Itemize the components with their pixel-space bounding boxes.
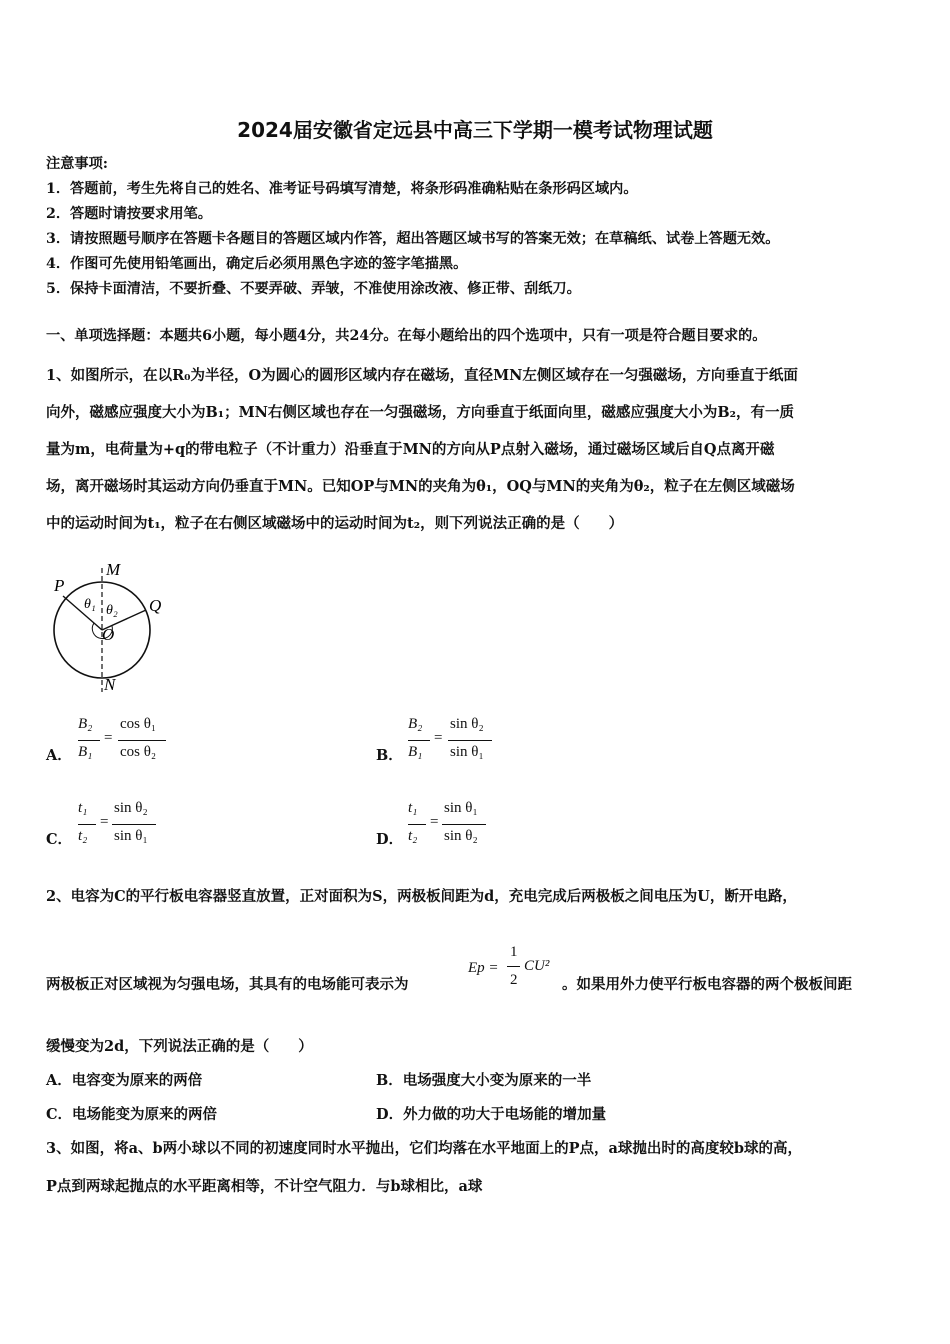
note-item: 1．答题前，考生先将自己的姓名、准考证号码填写清楚，将条形码准确粘贴在条形码区域内。 [46,181,638,197]
notes-section [46,152,779,302]
option-label: A． [46,747,72,764]
q1-text-line: 中的运动时间为t₁，粒子在右侧区域磁场中的运动时间为t₂，则下列说法正确的是（ ） [46,515,624,532]
label-q: Q [149,596,162,615]
note-item: 4．作图可先使用铅笔画出，确定后必须用黑色字迹的签字笔描黑。 [46,256,468,272]
label-m: M [106,560,121,579]
q2-text-line: 2、电容为C的平行板电容器竖直放置，正对面积为S，两极板间距为d，充电完成后两极板之间电压为U，断开电路， [46,888,797,905]
q1-text-line: 量为m，电荷量为+q的带电粒子（不计重力）沿垂直于MN的方向从P点射入磁场，通过磁场区域后自Q点离开磁 [46,441,775,458]
formula-denominator: 2 [510,972,518,988]
label-o: O [102,625,115,644]
frac-denominator: B₁ [408,744,423,760]
label-n: N [104,675,116,694]
frac-denominator: cos θ₂ [120,744,157,760]
q1-text-line: 场，离开磁场时其运动方向仍垂直于MN。已知OP与MN的夹角为θ₁，OQ与MN的夹角为θ₂，粒子在左侧区域磁场 [46,478,795,495]
frac-numerator: sin θ₂ [450,716,484,732]
frac-numerator: sin θ₂ [114,800,148,816]
frac-denominator: B₁ [78,744,93,760]
note-item: 5．保持卡面清洁，不要折叠、不要弄破、弄皱，不准使用涂改液、修正带、刮纸刀。 [46,281,581,297]
q2-option-c[interactable]: C．电场能变为原来的两倍 [46,1106,218,1123]
radius-op [63,596,102,630]
q3-text-line: P点到两球起抛点的水平距离相等，不计空气阻力．与b球相比，a球 [46,1178,483,1195]
section-heading: 一、单项选择题：本题共6小题，每小题4分，共24分。在每小题给出的四个选项中，只有一项是符合题目要求的。 [46,328,767,344]
frac-denominator: t₂ [78,828,88,844]
q1-text-line: 1、如图所示，在以R₀为半径，O为圆心的圆形区域内存在磁场，直径MN左侧区域存在一匀强磁场，方向垂直于纸面 [46,367,798,384]
label-p: P [54,576,65,595]
option-label: B． [376,747,403,764]
q1-text-line: 向外，磁感应强度大小为B₁；MN右侧区域也存在一匀强磁场，方向垂直于纸面向里，磁感应强度大小为B₂，有一质 [46,404,795,421]
formula-rhs: CU² [524,958,550,974]
frac-denominator: sin θ₂ [444,828,478,844]
formula-numerator: 1 [510,944,518,960]
q2-text-line: 两极板正对区域视为匀强电场，其具有的电场能可表示为 [46,976,409,993]
frac-numerator: B₂ [78,716,93,732]
label-theta2: θ₂ [106,603,118,618]
q3-text-line: 3、如图，将a、b两小球以不同的初速度同时水平抛出，它们均落在水平地面上的P点，a球抛出时的高度较b球的高， [46,1140,803,1157]
frac-numerator: sin θ₁ [444,800,478,816]
formula-lhs: Ep = [468,960,499,976]
frac-denominator: t₂ [408,828,418,844]
option-label: D． [376,831,404,848]
page-title: 2024届安徽省定远县中高三下学期一模考试物理试题 [237,118,713,142]
frac-numerator: B₂ [408,716,423,732]
option-label: C． [46,831,73,848]
q1-circle-figure [46,558,176,698]
note-item: 3．请按照题号顺序在答题卡各题目的答题区域内作答，超出答题区域书写的答案无效；在草稿纸、试卷上答题无效。 [46,231,780,247]
note-item: 2．答题时请按要求用笔。 [46,206,212,222]
q2-text-line: 缓慢变为2d，下列说法正确的是（ ） [46,1038,313,1055]
frac-denominator: sin θ₁ [114,828,148,844]
notes-heading: 注意事项: [46,156,108,172]
exam-page: 2024届安徽省定远县中高三下学期一模考试物理试题 注意事项: 1．答题前，考生先将自己的姓名、准考证号码填写清楚，将条形码准确粘贴在条形码区域内。 2．答题时请按要求用笔。 3．请按照题号顺序在答题卡各题目的答题区域内作答，超出答题区域书写的答案无效；在草稿纸、试卷上答题无效。 4．作图可先使用铅笔画出，确定后必须用黑色字迹的签字笔描黑。 5．保持卡面清洁，不要折叠、不要弄破、弄皱，不准使用涂改液、修正带、刮纸刀。 一、单项选择题：本题共6小题，每小题4分，共24分。在每小题给出的四个选项中，只有一项是符合题目要求的。 1、如图所示，在以R₀为半径，O为圆心的圆形区域内存在磁场，直径MN左侧区域存在一匀强磁场，方向垂直于纸面 向外，磁感应强度大小为B₁；MN右侧区域也存在一匀强磁场，方向垂直于纸面向里，磁感应强度大小为B₂，有一质 量为m，电荷量为+q的带电粒子（不计重力）沿垂直于MN的方向从P点射入磁场，通过磁场区域后自Q点离开磁 场，离开磁场时其运动方向仍垂直于MN。已知OP与MN的夹角为θ₁，OQ与MN的夹角为θ₂，粒子在左侧区域磁场 中的运动时间为t₁，粒子在右侧区域磁场中的运动时间为t₂，则下列说法正确的是（ ） M N P Q O θ₁ θ₂ A． B₂ B₁ = cos θ₁ cos θ₂ B． B₂ B₁ = sin θ₂ sin θ₁ C． t₁ t₂ = sin θ₂ sin θ₁ D． t₁ t₂ = sin θ₁ sin θ₂ 2、电容为C的平行板电容器竖直放置，正对面积为S，两极板间距为d，充电完成后两极板之间电压为U，断开电路， 两极板正对区域视为匀强电场，其具有的电场能可表示为 Ep = 1 2 CU² 。如果用外力使平行板电容器的两个极板间距 缓慢变为2d，下列说法正确的是（ ） A．电容变为原来的两倍 B．电场强度大小变为原来的一半 C．电场能变为原来的两倍 D．外力做的功大于电场能的增加量 3、如图，将a、b两小球以不同的初速度同时水平抛出，它们均落在水平地面上的P点，a球抛出时的高度较b球的高， P点到两球起抛点的水平距离相等，不计空气阻力．与b球相比，a球 [0,0,950,1344]
q2-option-b[interactable]: B．电场强度大小变为原来的一半 [376,1072,592,1089]
frac-numerator: t₁ [78,800,88,816]
frac-denominator: sin θ₁ [450,744,484,760]
q2-option-d[interactable]: D．外力做的功大于电场能的增加量 [376,1106,607,1123]
q2-text-line: 。如果用外力使平行板电容器的两个极板间距 [562,976,852,993]
label-theta1: θ₁ [84,597,96,612]
frac-numerator: cos θ₁ [120,716,157,732]
q2-option-a[interactable]: A．电容变为原来的两倍 [46,1072,203,1089]
frac-numerator: t₁ [408,800,418,816]
